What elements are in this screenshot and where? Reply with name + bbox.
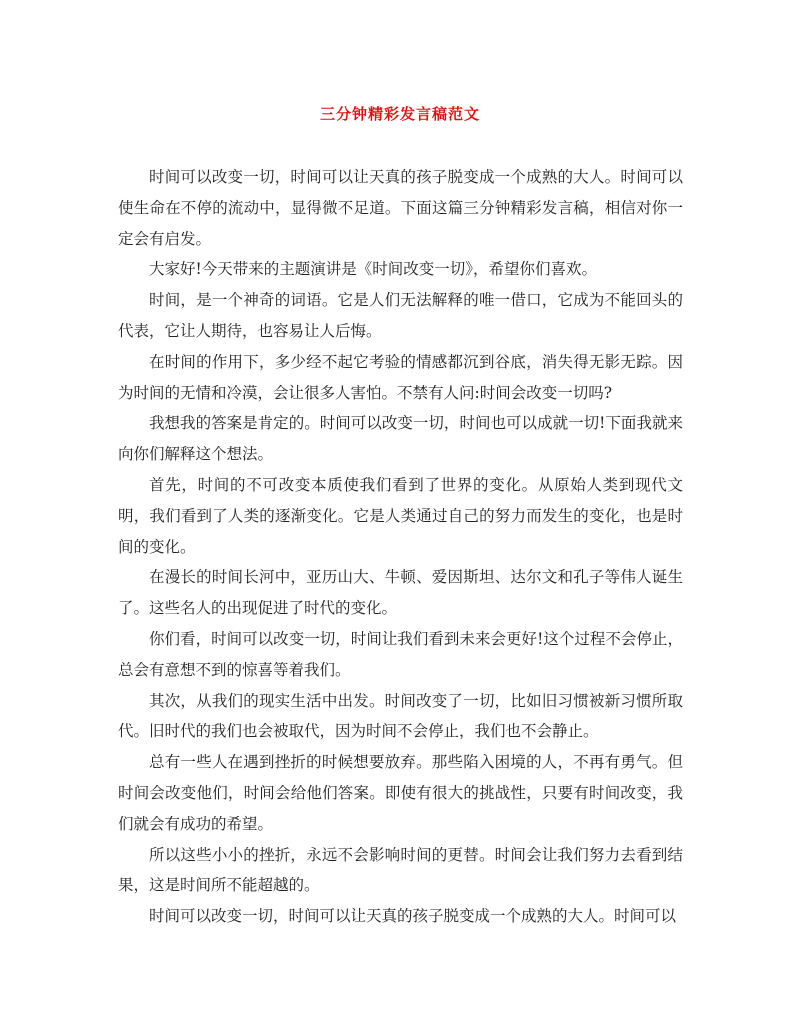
- paragraph: 总有一些人在遇到挫折的时候想要放弃。那些陷入困境的人，不再有勇气。但时间会改变他们，时间会给他们答案。即使有很大的挑战性，只要有时间改变，我们就会有成功的希望。: [118, 753, 683, 833]
- paragraph: 时间可以改变一切，时间可以让天真的孩子脱变成一个成熟的大人。时间可以: [149, 907, 677, 926]
- paragraph: 在漫长的时间长河中，亚历山大、牛顿、爱因斯坦、达尔文和孔子等伟人诞生了。这些名人的出现促进了时代的变化。: [118, 568, 683, 618]
- paragraph: 其次，从我们的现实生活中出发。时间改变了一切，比如旧习惯被新习惯所取代。旧时代的我们也会被取代，因为时间不会停止，我们也不会静止。: [118, 691, 683, 741]
- paragraph: 所以这些小小的挫折，永远不会影响时间的更替。时间会让我们努力去看到结果，这是时间所不能超越的。: [118, 845, 683, 895]
- document-body: [118, 162, 683, 932]
- paragraph: 大家好!今天带来的主题演讲是《时间改变一切》，希望你们喜欢。: [149, 260, 597, 279]
- paragraph: 时间，是一个神奇的词语。它是人们无法解释的唯一借口，它成为不能回头的代表，它让人期待，也容易让人后悔。: [118, 291, 683, 340]
- paragraph: 你们看，时间可以改变一切，时间让我们看到未来会更好!这个过程不会停止，总会有意想不到的惊喜等着我们。: [118, 629, 683, 679]
- document-title: 三分钟精彩发言稿范文: [319, 105, 480, 123]
- paragraph: 时间可以改变一切，时间可以让天真的孩子脱变成一个成熟的大人。时间可以使生命在不停的流动中，显得微不足道。下面这篇三分钟精彩发言稿，相信对你一定会有启发。: [118, 168, 683, 248]
- paragraph: 在时间的作用下，多少经不起它考验的情感都沉到谷底，消失得无影无踪。因为时间的无情和冷漠，会让很多人害怕。不禁有人问:时间会改变一切吗?: [118, 352, 683, 402]
- paragraph: 首先，时间的不可改变本质使我们看到了世界的变化。从原始人类到现代文明，我们看到了人类的逐渐变化。它是人类通过自己的努力而发生的变化，也是时间的变化。: [118, 475, 683, 556]
- paragraph: 我想我的答案是肯定的。时间可以改变一切，时间也可以成就一切!下面我就来向你们解释这个想法。: [118, 414, 683, 464]
